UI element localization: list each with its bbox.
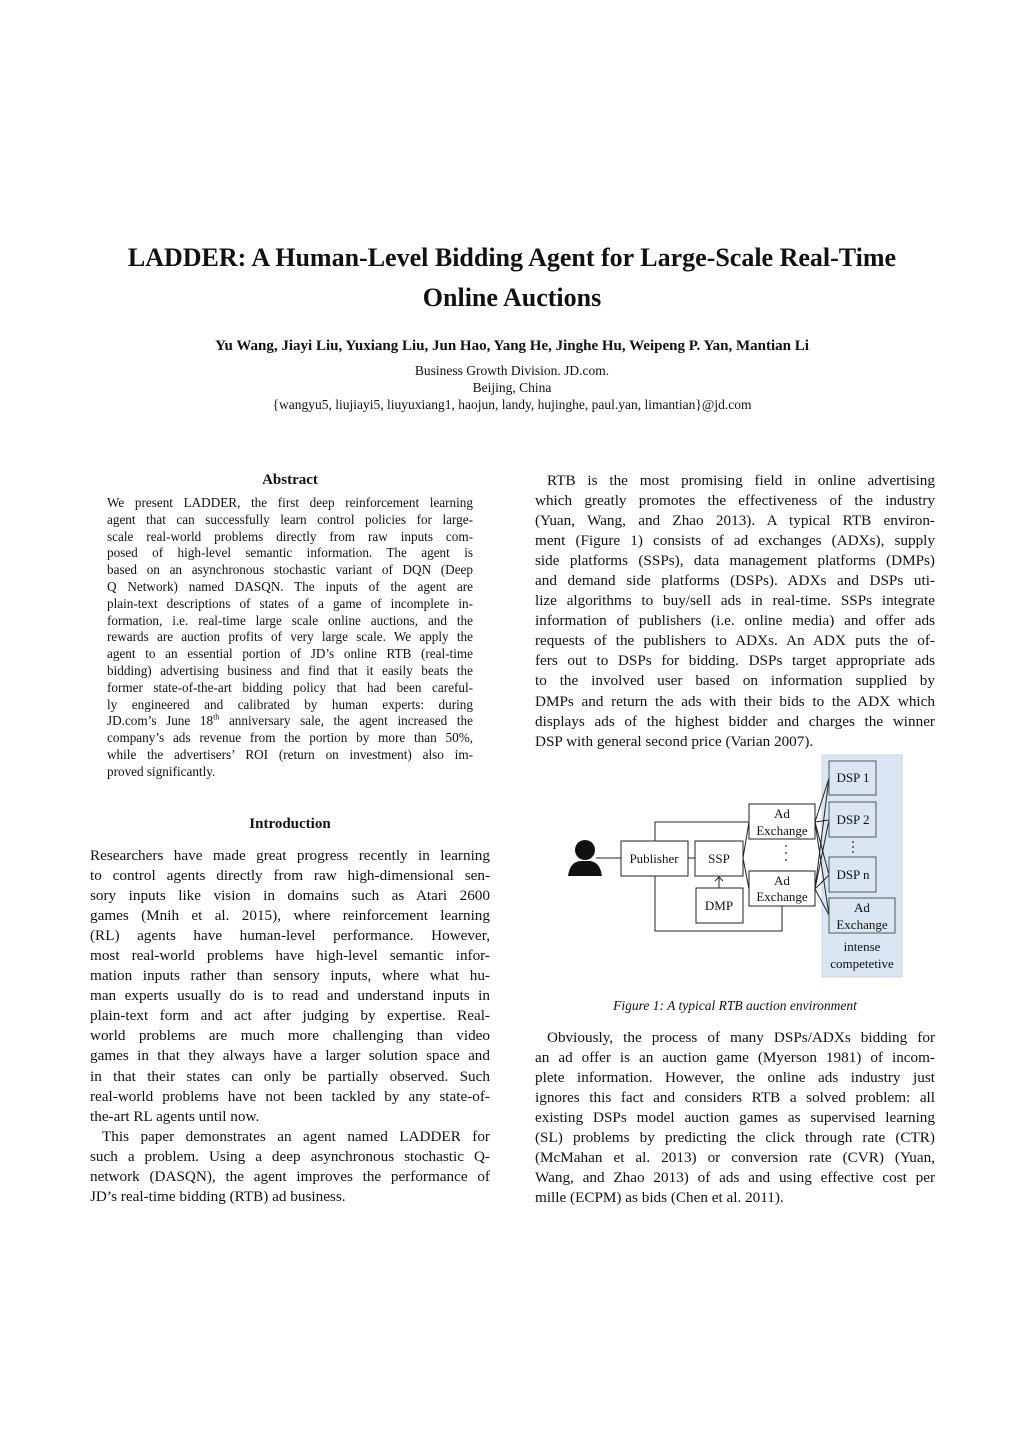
text-line: most real-world problems have high-level semantic infor- [90,947,490,965]
text-line: posed of high-level semantic information. The agent is [107,545,473,561]
text-line: in that their states can only be partially observed. Such [90,1067,490,1085]
dmp-box: DMP [704,898,734,913]
ad-exchange-bottom-label: Ad [774,873,790,888]
text-line: real-world problems have not been tackled by any state-of- [90,1087,490,1105]
text-line: games (Mnih et al. 2015), where reinforcement learning [90,907,490,925]
text-line: such a problem. Using a deep asynchronous stochastic Q- [90,1148,490,1166]
ad-exchange-top-label: Ad [774,806,790,821]
text-line: JD’s real-time bidding (RTB) ad business. [90,1188,346,1206]
text-line: bidding) advertising business and find that it easily beats the [107,662,473,678]
text-line: ment (Figure 1) consists of ad exchanges (ADXs), supply [535,532,935,550]
dsp-1-box: DSP 1 [836,770,870,785]
text-line: fers out to DSPs for bidding. DSPs target appropriate ads [535,652,935,670]
text-line: requests of the publishers to ADXs. An ADX puts the of- [535,632,935,650]
introduction-heading: Introduction [249,816,331,832]
text-line: ignores this fact and considers RTB a solved problem: all [535,1089,935,1107]
text-line: side platforms (SSPs), data management platforms (DMPs) [535,552,935,570]
figure-caption: Figure 1: A typical RTB auction environment [613,998,857,1013]
text-line: which greatly promotes the effectiveness of the industry [535,492,935,510]
text-line: agent that can successfully learn control policies for large- [107,511,473,527]
text-line: man experts usually do is to read and understand inputs in [90,987,490,1005]
ssp-box: SSP [708,851,730,866]
text-line: to the involved user based on information supplied by [535,672,935,690]
text-line: formation, i.e. real-time large scale online auctions, and the [107,612,473,628]
title-line: LADDER: A Human-Level Bidding Agent for Large-Scale Real-Time [127,243,897,272]
text-line: This paper demonstrates an agent named LADDER for [102,1128,490,1145]
authors: Yu Wang, Jiayi Liu, Yuxiang Liu, Jun Hao, Yang He, Jinghe Hu, Weipeng P. Yan, Mantian Li [215,338,809,354]
dsp-n-box: DSP n [836,867,870,882]
text-line: displays ads of the highest bidder and charges the winner [535,712,935,730]
text-line: Q Network) named DASQN. The inputs of the agent are [107,578,473,594]
text-line: information of publishers (i.e. online media) and offer ads [535,612,935,630]
vertical-ellipsis-adx [785,845,787,861]
text-line: plain-text form and act after judging by expertise. Real- [90,1007,490,1025]
text-line: rewards are auction profits of very large scale. We apply the [107,629,473,645]
text-line: and demand side platforms (DSPs). ADXs and DSPs uti- [535,572,935,590]
text-line: plete information. However, the online ads industry just [535,1069,935,1087]
text-line: ly engineered and calibrated by human experts: during [107,696,473,712]
text-line: former state-of-the-art bidding policy that had been careful- [107,679,473,695]
text-line: Wang, and Zhao 2013) of ads and using effective cost per [535,1169,935,1187]
text-line: (SL) problems by predicting the click through rate (CTR) [535,1129,935,1147]
ad-exchange-bottom-label2: Exchange [756,889,808,904]
right-paragraph-2 [535,1028,935,1208]
intense-label: intense [843,939,881,954]
text-line: network (DASQN), the agent improves the performance of [90,1168,490,1186]
dsp-2-box: DSP 2 [836,812,870,827]
superscript: th [213,713,220,722]
text-line: RTB is the most promising field in online advertising [547,472,935,489]
text-line: games in that they always have a larger solution space and [90,1047,490,1065]
text-line: based on an asynchronous stochastic variant of DQN (Deep [107,562,473,578]
text-line: the-art RL agents until now. [90,1107,260,1125]
text-line: world problems are much more challenging than video [90,1027,490,1045]
affiliation-line: Beijing, China [472,380,552,395]
ad-exchange-right-label: Ad [854,900,870,915]
text-line: We present LADDER, the first deep reinforcement learning [107,495,473,510]
text-line: scale real-world problems directly from raw inputs com- [107,528,473,544]
text-line: (McMahan et al. 2013) or conversion rate (CVR) (Yuan, [535,1149,935,1167]
ad-exchange-top-label2: Exchange [756,823,808,838]
title-line: Online Auctions [422,283,602,312]
text-line: existing DSPs model auction games as supervised learning [535,1109,935,1127]
text-line: company’s ads revenue from the portion by more than 50%, [107,730,473,746]
text-line: plain-text descriptions of states of a game of incomplete in- [107,595,473,611]
abstract-heading: Abstract [262,472,318,488]
publisher-box: Publisher [629,851,679,866]
text-line: Obviously, the process of many DSPs/ADXs bidding for [547,1029,935,1046]
text-line: an ad offer is an auction game (Myerson 1981) of incom- [535,1049,935,1067]
text-span: anniversary sale, the agent increased the [219,713,473,729]
text-line: (RL) agents have human-level performance. However, [90,927,490,945]
ad-exchange-right-label2: Exchange [836,917,888,932]
text-line: proved significantly. [107,763,216,779]
competetive-label: competetive [830,956,894,971]
text-line: while the advertisers’ ROI (return on investment) also im- [107,746,473,762]
text-line: sory inputs like vision in domains such as Atari 2600 [90,887,490,905]
text-line: mation inputs rather than sensory inputs, where what hu- [90,967,490,985]
text-line: agent to an essential portion of JD’s online RTB (real-time [107,646,473,662]
text-line: DSP with general second price (Varian 2007). [535,732,814,750]
text-line: mille (ECPM) as bids (Chen et al. 2011). [535,1189,784,1207]
affiliation-line: Business Growth Division. JD.com. [414,363,610,378]
text-line: Researchers have made great progress recently in learning [90,847,490,864]
text-line: DMPs and return the ads with their bids to the ADX which [535,692,935,710]
text-line: to control agents directly from raw high-dimensional sen- [90,867,490,885]
text-line: (Yuan, Wang, and Zhao 2013). A typical RTB environ- [535,512,935,530]
text-line: lize algorithms to buy/sell ads in real-time. SSPs integrate [535,592,935,610]
text-line: JD.com’s June 18th anniversary sale, the agent increased the [107,713,473,729]
affiliation-line: {wangyu5, liujiayi5, liuyuxiang1, haojun, landy, hujinghe, paul.yan, limantian}@jd.com [272,397,752,412]
